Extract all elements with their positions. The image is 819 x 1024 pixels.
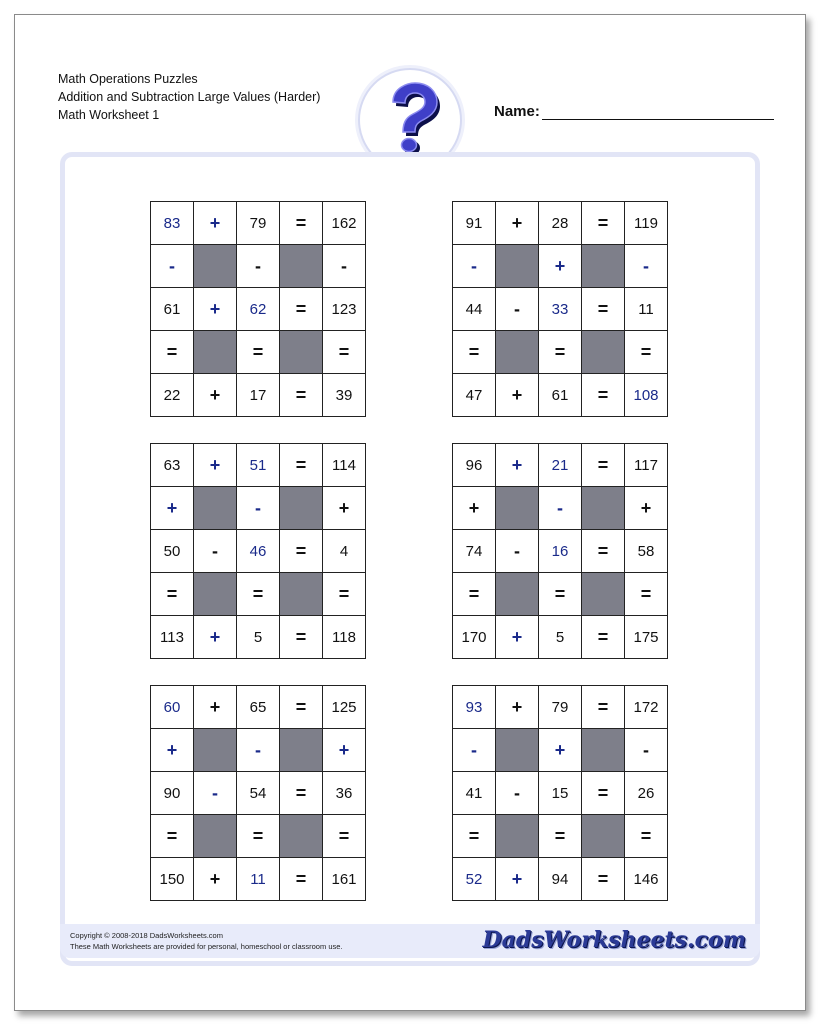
puzzle-grid-5 <box>150 685 366 901</box>
operator-cell: + <box>151 729 194 772</box>
number-cell: 36 <box>323 772 366 815</box>
operator-cell: + <box>194 444 237 487</box>
number-cell: 61 <box>151 288 194 331</box>
shaded-cell <box>496 573 539 616</box>
operator-cell: = <box>625 573 668 616</box>
number-cell: 119 <box>625 202 668 245</box>
number-cell: 170 <box>453 616 496 659</box>
number-cell: 46 <box>237 530 280 573</box>
shaded-cell <box>496 245 539 288</box>
operator-cell: + <box>194 686 237 729</box>
number-cell: 11 <box>237 858 280 901</box>
operator-cell: - <box>625 245 668 288</box>
puzzle-row <box>453 729 668 772</box>
operator-cell: = <box>151 331 194 374</box>
operator-cell: - <box>237 245 280 288</box>
operator-cell: + <box>323 729 366 772</box>
shaded-cell <box>582 729 625 772</box>
operator-cell: = <box>323 815 366 858</box>
puzzle-row <box>453 202 668 245</box>
operator-cell: + <box>496 202 539 245</box>
operator-cell: = <box>453 331 496 374</box>
operator-cell: = <box>280 772 323 815</box>
number-cell: 44 <box>453 288 496 331</box>
puzzle-row <box>151 573 366 616</box>
number-cell: 125 <box>323 686 366 729</box>
puzzle-row <box>151 487 366 530</box>
number-cell: 11 <box>625 288 668 331</box>
operator-cell: = <box>237 331 280 374</box>
operator-cell: = <box>539 331 582 374</box>
number-cell: 22 <box>151 374 194 417</box>
operator-cell: = <box>582 444 625 487</box>
number-cell: 91 <box>453 202 496 245</box>
name-line <box>542 105 774 120</box>
puzzle-row <box>453 331 668 374</box>
operator-cell: = <box>280 444 323 487</box>
number-cell: 83 <box>151 202 194 245</box>
puzzle-grid-1 <box>150 201 366 417</box>
operator-cell: = <box>280 686 323 729</box>
operator-cell: - <box>453 245 496 288</box>
number-cell: 162 <box>323 202 366 245</box>
number-cell: 161 <box>323 858 366 901</box>
puzzle-row <box>453 573 668 616</box>
operator-cell: - <box>496 530 539 573</box>
operator-cell: = <box>539 573 582 616</box>
number-cell: 58 <box>625 530 668 573</box>
number-cell: 47 <box>453 374 496 417</box>
shaded-cell <box>280 245 323 288</box>
operator-cell: + <box>496 374 539 417</box>
operator-cell: = <box>625 815 668 858</box>
puzzle-row <box>453 530 668 573</box>
header-title: Math Operations Puzzles <box>58 72 198 86</box>
number-cell: 96 <box>453 444 496 487</box>
puzzle-row <box>151 729 366 772</box>
puzzle-row <box>151 444 366 487</box>
operator-cell: + <box>194 374 237 417</box>
operator-cell: + <box>194 288 237 331</box>
shaded-cell <box>496 729 539 772</box>
usage-notice: These Math Worksheets are provided for personal, homeschool or classroom use. <box>70 942 343 951</box>
number-cell: 26 <box>625 772 668 815</box>
puzzle-row <box>453 374 668 417</box>
puzzle-row <box>453 686 668 729</box>
footer-bar <box>60 924 760 958</box>
number-cell: 123 <box>323 288 366 331</box>
number-cell: 79 <box>237 202 280 245</box>
puzzle-row <box>453 288 668 331</box>
number-cell: 150 <box>151 858 194 901</box>
puzzle-row <box>151 815 366 858</box>
operator-cell: + <box>496 616 539 659</box>
puzzle-row <box>151 858 366 901</box>
shaded-cell <box>582 815 625 858</box>
puzzle-row <box>453 444 668 487</box>
operator-cell: = <box>453 815 496 858</box>
operator-cell: = <box>151 815 194 858</box>
operator-cell: - <box>194 772 237 815</box>
shaded-cell <box>280 573 323 616</box>
number-cell: 79 <box>539 686 582 729</box>
number-cell: 41 <box>453 772 496 815</box>
number-cell: 33 <box>539 288 582 331</box>
number-cell: 114 <box>323 444 366 487</box>
operator-cell: - <box>323 245 366 288</box>
operator-cell: = <box>625 331 668 374</box>
header-subtitle: Addition and Subtraction Large Values (Harder) <box>58 90 321 104</box>
number-cell: 93 <box>453 686 496 729</box>
number-cell: 54 <box>237 772 280 815</box>
operator-cell: = <box>280 530 323 573</box>
operator-cell: - <box>496 772 539 815</box>
shaded-cell <box>280 815 323 858</box>
operator-cell: = <box>280 858 323 901</box>
shaded-cell <box>582 573 625 616</box>
number-cell: 60 <box>151 686 194 729</box>
operator-cell: = <box>582 374 625 417</box>
operator-cell: = <box>582 288 625 331</box>
number-cell: 28 <box>539 202 582 245</box>
operator-cell: + <box>496 858 539 901</box>
operator-cell: + <box>453 487 496 530</box>
operator-cell: = <box>582 202 625 245</box>
number-cell: 21 <box>539 444 582 487</box>
name-field <box>494 103 774 120</box>
number-cell: 146 <box>625 858 668 901</box>
operator-cell: = <box>582 858 625 901</box>
puzzle-row <box>151 288 366 331</box>
operator-cell: - <box>237 487 280 530</box>
operator-cell: = <box>582 616 625 659</box>
number-cell: 117 <box>625 444 668 487</box>
puzzle-row <box>151 202 366 245</box>
number-cell: 4 <box>323 530 366 573</box>
puzzle-row <box>453 245 668 288</box>
puzzle-grid-3 <box>150 443 366 659</box>
number-cell: 62 <box>237 288 280 331</box>
shaded-cell <box>194 331 237 374</box>
operator-cell: = <box>237 573 280 616</box>
operator-cell: + <box>151 487 194 530</box>
number-cell: 65 <box>237 686 280 729</box>
puzzle-row <box>151 331 366 374</box>
shaded-cell <box>582 487 625 530</box>
puzzle-row <box>151 616 366 659</box>
operator-cell: + <box>496 686 539 729</box>
operator-cell: = <box>323 331 366 374</box>
operator-cell: + <box>323 487 366 530</box>
operator-cell: + <box>496 444 539 487</box>
shaded-cell <box>194 573 237 616</box>
operator-cell: = <box>323 573 366 616</box>
operator-cell: - <box>453 729 496 772</box>
operator-cell: - <box>539 487 582 530</box>
puzzle-row <box>151 374 366 417</box>
number-cell: 74 <box>453 530 496 573</box>
shaded-cell <box>194 487 237 530</box>
operator-cell: = <box>453 573 496 616</box>
number-cell: 172 <box>625 686 668 729</box>
operator-cell: + <box>194 202 237 245</box>
number-cell: 39 <box>323 374 366 417</box>
puzzle-row <box>151 245 366 288</box>
header-worksheet-number: Math Worksheet 1 <box>58 108 160 122</box>
puzzle-row <box>453 487 668 530</box>
puzzle-row <box>151 530 366 573</box>
number-cell: 94 <box>539 858 582 901</box>
operator-cell: + <box>194 616 237 659</box>
operator-cell: = <box>582 686 625 729</box>
operator-cell: - <box>194 530 237 573</box>
number-cell: 108 <box>625 374 668 417</box>
operator-cell: = <box>280 202 323 245</box>
shaded-cell <box>280 487 323 530</box>
number-cell: 90 <box>151 772 194 815</box>
operator-cell: = <box>539 815 582 858</box>
number-cell: 15 <box>539 772 582 815</box>
number-cell: 5 <box>237 616 280 659</box>
number-cell: 52 <box>453 858 496 901</box>
shaded-cell <box>280 729 323 772</box>
operator-cell: = <box>280 288 323 331</box>
number-cell: 61 <box>539 374 582 417</box>
number-cell: 63 <box>151 444 194 487</box>
puzzle-row <box>151 772 366 815</box>
shaded-cell <box>582 331 625 374</box>
worksheet-header <box>58 70 320 124</box>
copyright-text: Copyright © 2008-2018 DadsWorksheets.com <box>70 931 223 940</box>
number-cell: 16 <box>539 530 582 573</box>
operator-cell: + <box>194 858 237 901</box>
shaded-cell <box>582 245 625 288</box>
puzzle-row <box>453 772 668 815</box>
footer-text <box>70 930 343 952</box>
operator-cell: = <box>280 616 323 659</box>
number-cell: 50 <box>151 530 194 573</box>
operator-cell: = <box>237 815 280 858</box>
puzzle-grid-6 <box>452 685 668 901</box>
operator-cell: + <box>625 487 668 530</box>
brand-logo: DadsWorksheets.com <box>482 927 746 953</box>
operator-cell: - <box>237 729 280 772</box>
shaded-cell <box>194 729 237 772</box>
puzzle-row <box>453 815 668 858</box>
number-cell: 5 <box>539 616 582 659</box>
puzzle-row <box>453 858 668 901</box>
shaded-cell <box>496 331 539 374</box>
question-mark-icon <box>375 80 445 160</box>
operator-cell: - <box>625 729 668 772</box>
puzzle-grid-4 <box>452 443 668 659</box>
shaded-cell <box>194 815 237 858</box>
operator-cell: - <box>496 288 539 331</box>
operator-cell: = <box>582 772 625 815</box>
name-label: Name: <box>494 103 540 120</box>
number-cell: 51 <box>237 444 280 487</box>
shaded-cell <box>496 487 539 530</box>
number-cell: 175 <box>625 616 668 659</box>
operator-cell: = <box>582 530 625 573</box>
puzzle-grid-2 <box>452 201 668 417</box>
shaded-cell <box>194 245 237 288</box>
shaded-cell <box>280 331 323 374</box>
shaded-cell <box>496 815 539 858</box>
number-cell: 118 <box>323 616 366 659</box>
operator-cell: = <box>280 374 323 417</box>
operator-cell: - <box>151 245 194 288</box>
operator-cell: + <box>539 245 582 288</box>
operator-cell: + <box>539 729 582 772</box>
puzzle-row <box>453 616 668 659</box>
operator-cell: = <box>151 573 194 616</box>
puzzle-row <box>151 686 366 729</box>
number-cell: 17 <box>237 374 280 417</box>
number-cell: 113 <box>151 616 194 659</box>
